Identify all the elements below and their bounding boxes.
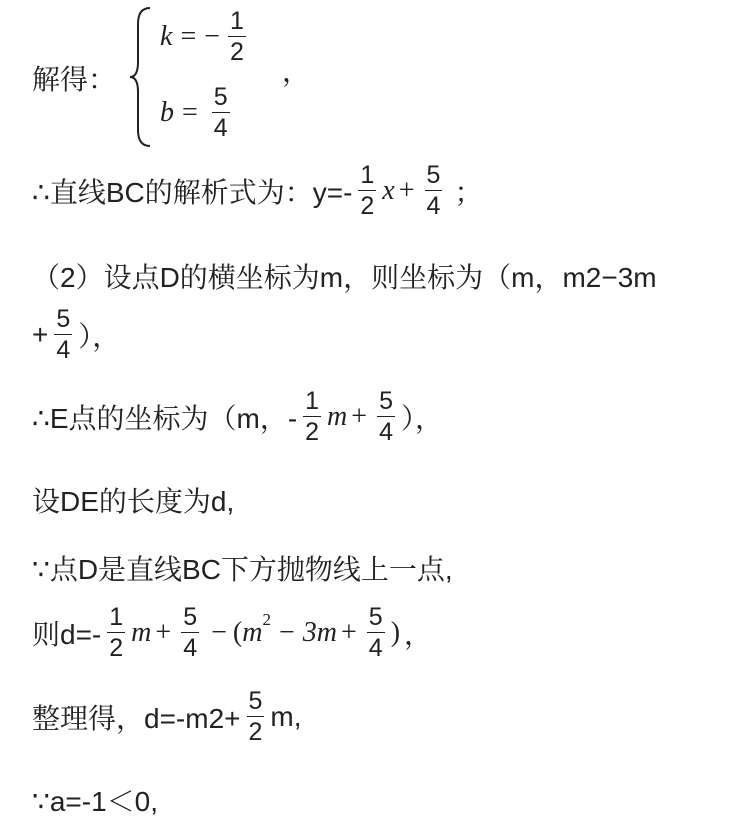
d-expression: 则d=- $\frac{1}{2}$ m + $\frac{5}{4}$ − ( m $^2$ − 3m + $\frac{5}{4}$ ) ， [32,603,433,662]
system-tail: ， [282,56,311,87]
point-d-statement: ∵点D是直线BC下方抛物线上一点, [32,554,453,585]
solve-label: 解得： [32,64,117,95]
fraction-five-quarters: $\frac{5}{4}$ [213,83,228,142]
equation-k: k = − $\frac{1}{2}$ [160,7,244,66]
let-de-length: 设DE的长度为d, [32,486,235,517]
simplified-d: 整理得，d=-m2+ $\frac{5}{2}$ m, [32,687,302,746]
part-2-continuation: + $\frac{5}{4}$ ）， [32,305,121,364]
point-e-coordinates: ∴E点的坐标为（m，- $\frac{1}{2}$ m + $\frac{5}{4}$ ）， [32,387,443,446]
part-2-intro: （2）设点D的横坐标为m，则坐标为（m，m2−3m [32,262,657,293]
equation-b: b = $\frac{5}{4}$ [160,83,228,142]
fraction-one-half: $\frac{1}{2}$ [230,7,244,66]
coefficient-a-statement: ∵a=-1＜0, [32,786,158,817]
line-bc-equation: ∴直线BC的解析式为：y=- $\frac{1}{2}$ x + $\frac{5}{4}$ ； [32,161,483,220]
left-brace [130,6,152,148]
